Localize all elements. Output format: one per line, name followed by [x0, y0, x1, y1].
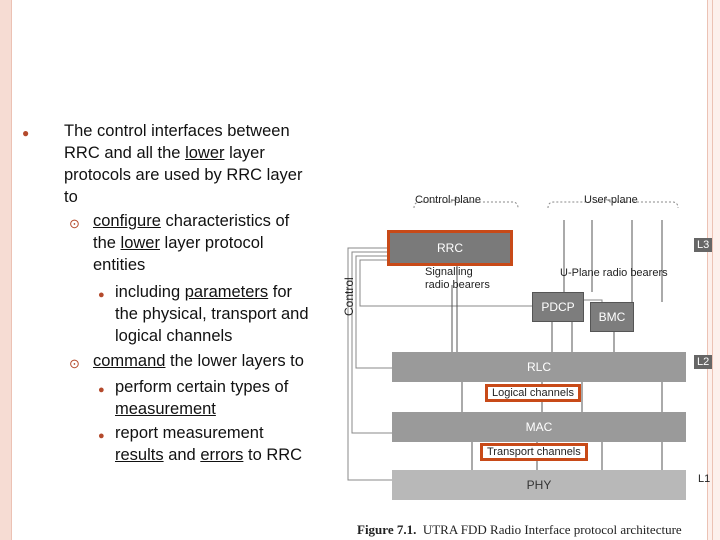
l1-label: L1 — [698, 473, 711, 485]
user-plane-label: User-plane — [584, 194, 638, 206]
bullet-line: to — [64, 188, 78, 206]
bullet-line: perform certain types of — [115, 378, 289, 396]
pdcp-box: PDCP — [532, 292, 584, 322]
bullet-line: results and errors to RRC — [115, 446, 303, 464]
bullet-line: RRC and all the lower layer — [64, 144, 265, 162]
transport-channels-label: Transport channels — [480, 443, 588, 461]
control-plane-label: Control-plane — [415, 194, 482, 206]
bullet-line: the physical, transport and — [115, 305, 309, 323]
control-vertical-label: Control — [342, 277, 356, 316]
bullet-line: the lower layer protocol — [93, 234, 264, 252]
bullet-icon: ● — [98, 289, 105, 301]
protocol-architecture-diagram — [342, 190, 720, 540]
bullet-line: logical channels — [115, 327, 233, 345]
bullet-icon: ● — [22, 126, 30, 140]
rrc-highlight — [387, 230, 513, 266]
bullet-line: protocols are used by RRC layer — [64, 166, 303, 184]
bullet-icon: ● — [98, 384, 105, 396]
signalling-bearers-label: Signalling radio bearers — [425, 266, 490, 291]
uplane-bearers-label: U-Plane radio bearers — [560, 267, 668, 279]
bullet-line: The control interfaces between — [64, 122, 290, 140]
logical-channels-label: Logical channels — [485, 384, 581, 402]
bullet-line: including parameters for — [115, 283, 293, 301]
bmc-box: BMC — [590, 302, 634, 332]
rlc-box: RLC — [392, 352, 686, 382]
phy-box: PHY — [392, 470, 686, 500]
bullet-line: command the lower layers to — [93, 352, 304, 370]
rrc-box: RRC — [390, 233, 510, 263]
mac-box: MAC — [392, 412, 686, 442]
figure-caption: Figure 7.1. UTRA FDD Radio Interface protocol architecture — [357, 522, 682, 537]
bullet-line: entities — [93, 256, 146, 274]
left-border-decoration — [0, 0, 12, 540]
bullet-icon: ⊙ — [69, 216, 80, 231]
bullet-line: report measurement — [115, 424, 264, 442]
bullet-line: configure characteristics of — [93, 212, 290, 230]
l2-label: L2 — [694, 355, 712, 369]
l3-label: L3 — [694, 238, 712, 252]
bullet-line: measurement — [115, 400, 216, 418]
bullet-icon: ⊙ — [69, 356, 80, 371]
bullet-icon: ● — [98, 430, 105, 442]
